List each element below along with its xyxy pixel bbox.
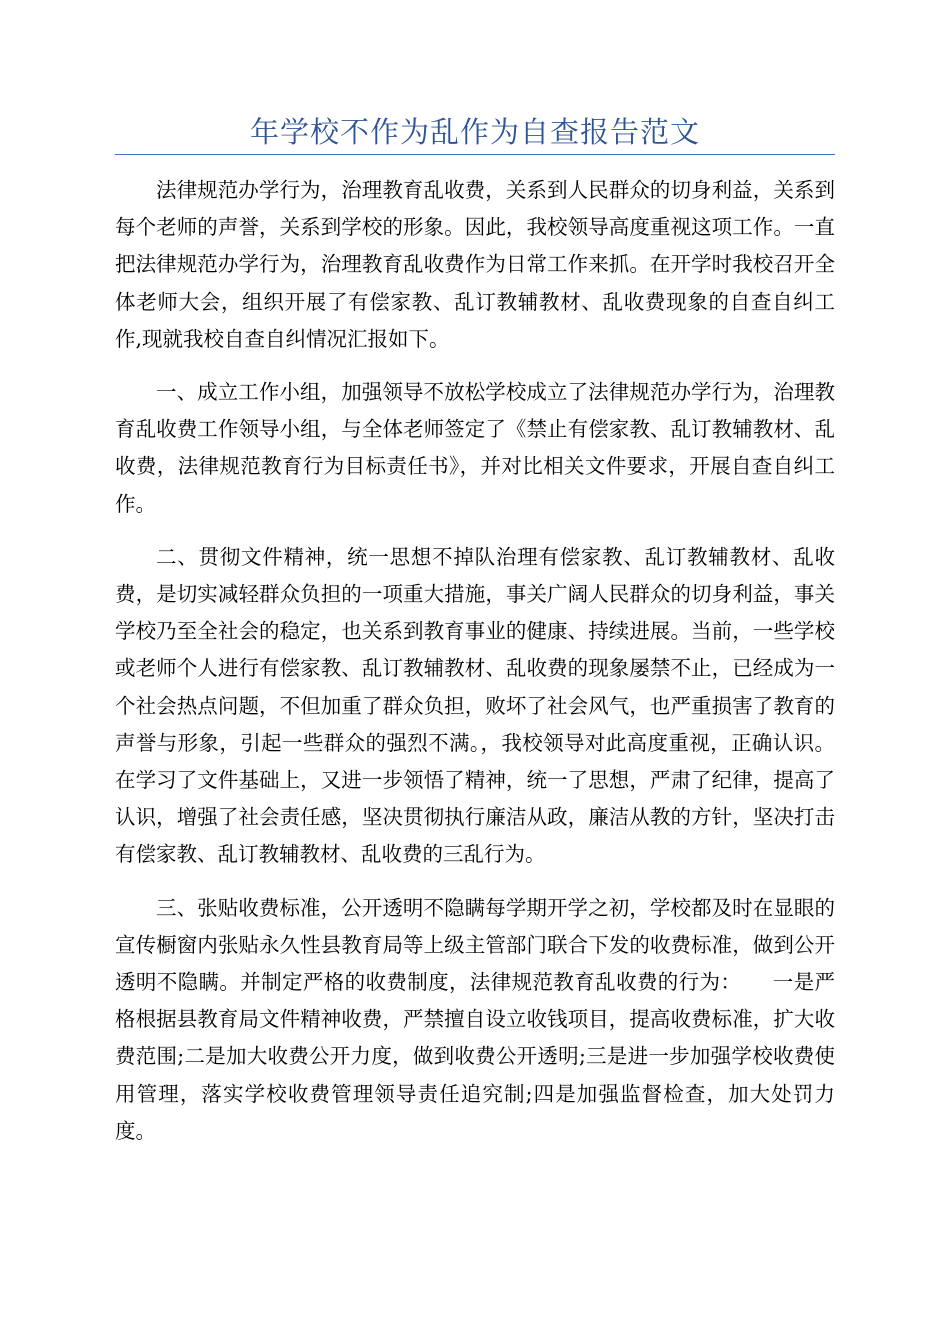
document-title: 年学校不作为乱作为自查报告范文	[249, 115, 700, 149]
paragraph-intro: 法律规范办学行为，治理教育乱收费，关系到人民群众的切身利益，关系到每个老师的声誉，关系到学校的形象。因此，我校领导高度重视这项工作。一直把法律规范办学行为，治理教育乱收费作为日常工作来抓。在开学时我校召开全体老师大会，组织开展了有偿家教、乱订教辅教材、乱收费现象的自查自纠工作,现就我校自查自纠情况汇报如下。	[115, 178, 835, 351]
document-body	[115, 172, 835, 1166]
paragraph-section-3: 三、张贴收费标准，公开透明不隐瞒每学期开学之初，学校都及时在显眼的宣传橱窗内张贴永久性县教育局等上级主管部门联合下发的收费标准，做到公开透明不隐瞒。并制定严格的收费制度，法律规范教育乱收费的行为： 一是严格根据县教育局文件精神收费，严禁擅自设立收钱项目，提高收费标准，扩大收费范围;二是加大收费公开力度，做到收费公开透明;三是进一步加强学校收费使用管理，落实学校收费管理领导责任追究制;四是加强监督检查，加大处罚力度。	[115, 895, 835, 1143]
paragraph-section-2: 二、贯彻文件精神，统一思想不掉队治理有偿家教、乱订教辅教材、乱收费，是切实减轻群众负担的一项重大措施，事关广阔人民群众的切身利益，事关学校乃至全社会的稳定，也关系到教育事业的健康、持续进展。当前，一些学校或老师个人进行有偿家教、乱订教辅教材、乱收费的现象屡禁不止，已经成为一个社会热点问题，不但加重了群众负担，败坏了社会风气，也严重损害了教育的声誉与形象，引起一些群众的强烈不满。，我校领导对此高度重视，正确认识。在学习了文件基础上，又进一步领悟了精神，统一了思想，严肃了纪律，提高了认识，增强了社会责任感，坚决贯彻执行廉洁从政，廉洁从教的方针，坚决打击有偿家教、乱订教辅教材、乱收费的三乱行为。	[115, 544, 835, 867]
title-underline	[115, 154, 835, 155]
paragraph-section-1: 一、成立工作小组，加强领导不放松学校成立了法律规范办学行为，治理教育乱收费工作领导小组，与全体老师签定了《禁止有偿家教、乱订教辅教材、乱收费，法律规范教育行为目标责任书》，并对比相关文件要求，开展自查自纠工作。	[115, 380, 835, 516]
